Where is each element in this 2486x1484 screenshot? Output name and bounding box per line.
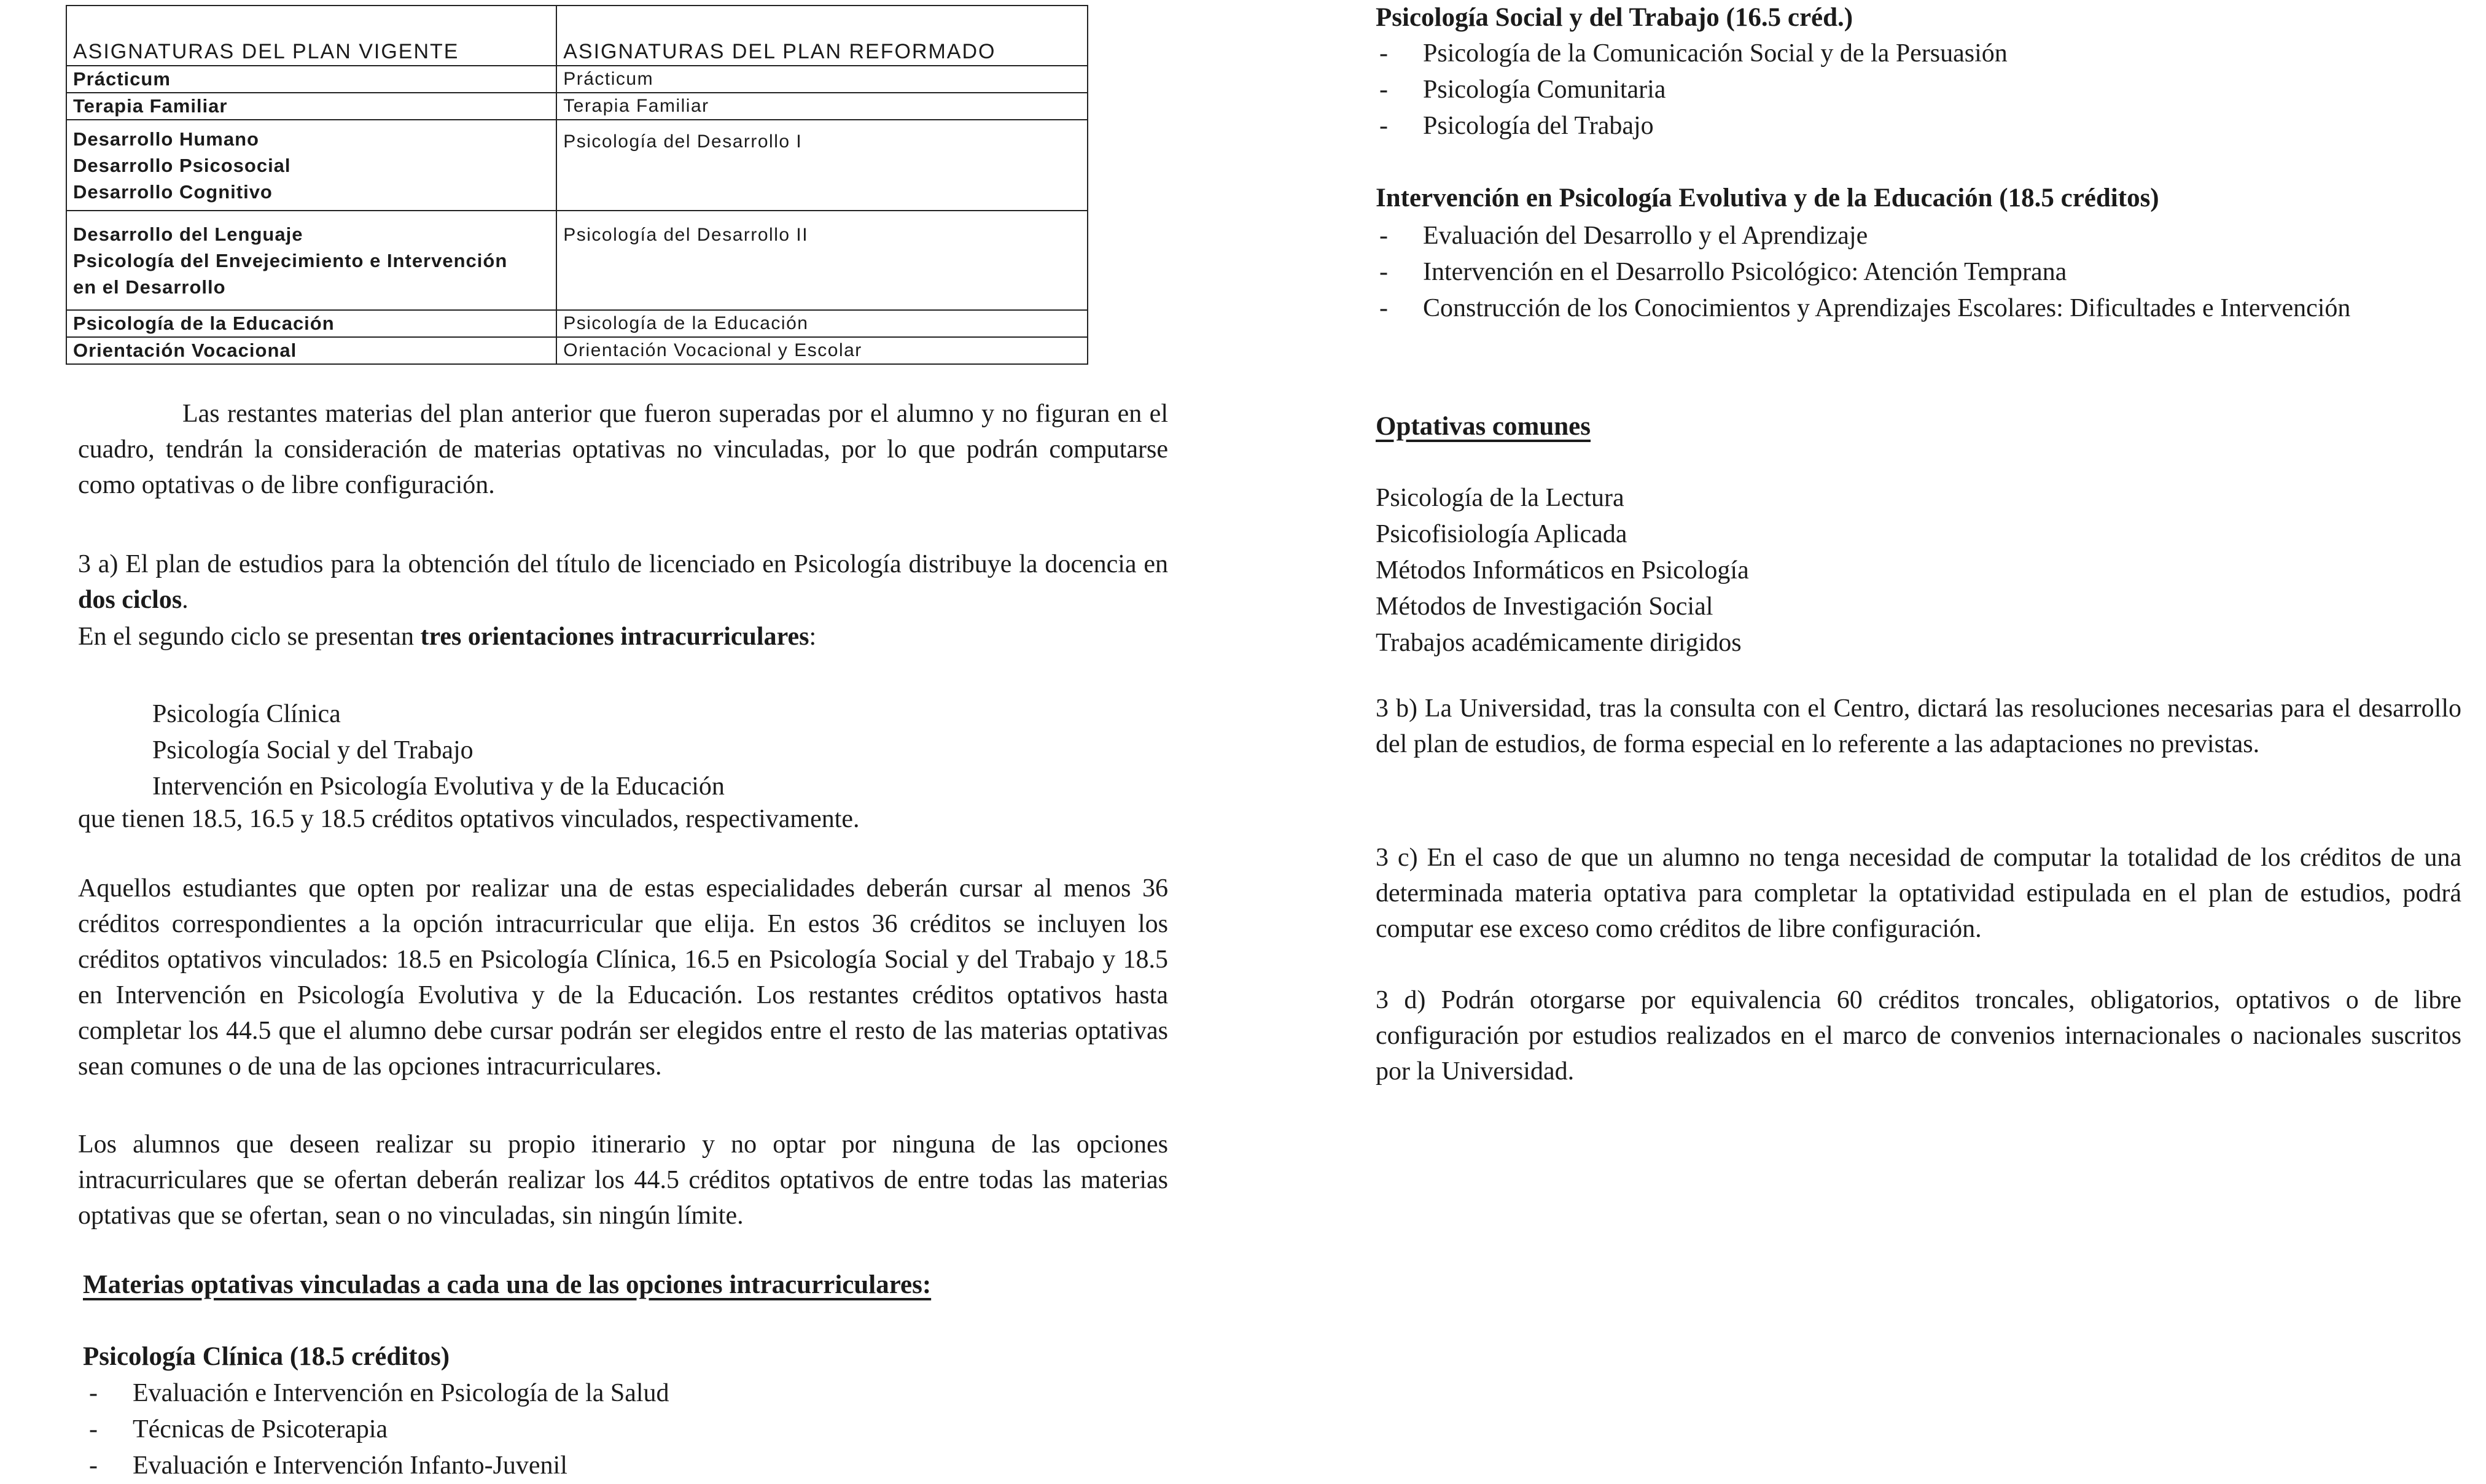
table-cell-vigente: Terapia Familiar (66, 93, 556, 120)
evolutiva-list (1377, 218, 2421, 327)
paragraph-3d: 3 d) Podrán otorgarse por equivalencia 60 créditos troncales, obligatorios, optativos o de libre configuración por estudios realizados en el marco de convenios internacionales o nacionales suscritos por la Universidad. (1376, 986, 2461, 1086)
optativas-comunes-list (1376, 480, 1749, 661)
paragraph-3a-text: 3 a) El plan de estudios para la obtención del título de licenciado en Psicología distribuye la docencia en (78, 550, 1168, 578)
list-item: Trabajos académicamente dirigidos (1376, 629, 1742, 657)
social-list (1377, 36, 2452, 144)
evolutiva-title: Intervención en Psicología Evolutiva y de la Educación (18.5 créditos) (1376, 184, 2159, 212)
second-cycle-bold: tres orientaciones intracurriculares (420, 623, 809, 651)
table-cell-vigente: Prácticum (66, 66, 556, 93)
section-title-linked-optatives: Materias optativas vinculadas a cada una de las opciones intracurriculares: (83, 1270, 932, 1299)
table-row (66, 337, 1088, 364)
table-cell-line: Desarrollo Cognitivo (73, 181, 273, 203)
list-item: - Psicología Comunitaria (1377, 72, 2452, 108)
table-cell-line: Desarrollo Psicosocial (73, 154, 291, 176)
table-cell-reformado: Terapia Familiar (556, 93, 1088, 120)
paragraph-3c: 3 c) En el caso de que un alumno no tenga necesidad de computar la totalidad de los créditos de una determinada materia optativa para completar la optatividad estipulada en el plan de estudios, podrá computar ese exceso como créditos de libre configuración. (1376, 844, 2461, 943)
equivalence-table (66, 5, 1088, 365)
list-item: - Construcción de los Conocimientos y Aprendizajes Escolares: Dificultades e Intervención (1377, 290, 2421, 327)
paragraph-remaining-subjects: Las restantes materias del plan anterior que fueron superadas por el alumno y no figuran en el cuadro, tendrán la consideración de materias optativas no vinculadas, por lo que podrán computarse como optativas o de libre configuración. (78, 400, 1168, 499)
paragraph-3a-end: . (182, 586, 189, 614)
list-item: - Psicología del Trabajo (1377, 108, 2452, 144)
table-cell-reformado: Psicología del Desarrollo II (556, 211, 1088, 310)
social-title: Psicología Social y del Trabajo (16.5 créd.) (1376, 3, 1853, 32)
table-row (66, 66, 1088, 93)
list-item: Métodos de Investigación Social (1376, 592, 1713, 621)
list-item: - Evaluación e Intervención Infanto-Juvenil (87, 1448, 1131, 1484)
table-header-vigente: ASIGNATURAS DEL PLAN VIGENTE (66, 6, 556, 66)
optativas-comunes-title: Optativas comunes (1376, 412, 1591, 441)
table-cell-vigente (66, 120, 556, 211)
table-cell-vigente: Orientación Vocacional (66, 337, 556, 364)
orientations-list (152, 696, 725, 805)
list-item: - Evaluación e Intervención en Psicología de la Salud (87, 1375, 1131, 1412)
list-item: - Psicología de la Comunicación Social y de la Persuasión (1377, 36, 2452, 72)
paragraph-3a-bold: dos ciclos (78, 586, 182, 614)
list-item: - Técnicas de Psicoterapia (87, 1412, 1131, 1448)
second-cycle-text: En el segundo ciclo se presentan (78, 623, 421, 651)
table-cell-line: Desarrollo del Lenguaje (73, 223, 303, 245)
table-cell-vigente: Psicología de la Educación (66, 310, 556, 337)
table-cell-line: en el Desarrollo (73, 276, 226, 298)
list-item: Psicología Clínica (152, 700, 341, 728)
clinica-title: Psicología Clínica (18.5 créditos) (83, 1342, 450, 1371)
list-item: Psicofisiología Aplicada (1376, 520, 1627, 548)
list-item: Psicología Social y del Trabajo (152, 736, 473, 764)
table-cell-reformado: Psicología del Desarrollo I (556, 120, 1088, 211)
table-row (66, 93, 1088, 120)
paragraph-own-itinerary: Los alumnos que deseen realizar su propio itinerario y no optar por ninguna de las opciones intracurriculares que se ofertan deberán realizar los 44.5 créditos optativos de entre todas las materias optativas que se ofertan, sean o no vinculadas, sin ningún límite. (78, 1130, 1168, 1230)
table-row (66, 120, 1088, 211)
table-cell-line: Desarrollo Humano (73, 128, 259, 150)
paragraph-second-cycle (78, 619, 816, 655)
clinica-list (87, 1375, 1131, 1484)
second-cycle-end: : (809, 623, 817, 651)
list-item: Intervención en Psicología Evolutiva y de la Educación (152, 772, 725, 801)
table-row (66, 310, 1088, 337)
list-item: Psicología de la Lectura (1376, 484, 1624, 512)
table-cell-reformado: Orientación Vocacional y Escolar (556, 337, 1088, 364)
table-row (66, 211, 1088, 310)
table-cell-reformado: Prácticum (556, 66, 1088, 93)
paragraph-3a (78, 546, 1168, 618)
table-header-reformado: ASIGNATURAS DEL PLAN REFORMADO (556, 6, 1088, 66)
table-cell-reformado: Psicología de la Educación (556, 310, 1088, 337)
table-cell-line: Psicología del Envejecimiento e Intervención (73, 249, 508, 271)
table-cell-vigente (66, 211, 556, 310)
list-item: - Evaluación del Desarrollo y el Aprendizaje (1377, 218, 2421, 254)
paragraph-specialities: Aquellos estudiantes que opten por realizar una de estas especialidades deberán cursar al menos 36 créditos correspondientes a la opción intracurricular que elija. En estos 36 créditos se incluyen los créditos optativos vinculados: 18.5 en Psicología Clínica, 16.5 en Psicología Social y del Trabajo y 18.5 en Intervención en Psicología Evolutiva y de la Educación. Los restantes créditos optativos hasta completar los 44.5 que el alumno debe cursar podrán ser elegidos entre el resto de las materias optativas sean comunes o de una de las opciones intracurriculares. (78, 874, 1168, 1081)
list-item: Métodos Informáticos en Psicología (1376, 556, 1749, 585)
credits-line: que tienen 18.5, 16.5 y 18.5 créditos optativos vinculados, respectivamente. (78, 805, 860, 833)
paragraph-3b: 3 b) La Universidad, tras la consulta con el Centro, dictará las resoluciones necesarias para el desarrollo del plan de estudios, de forma especial en lo referente a las adaptaciones no previstas. (1376, 694, 2461, 758)
list-item: - Intervención en el Desarrollo Psicológico: Atención Temprana (1377, 254, 2421, 290)
